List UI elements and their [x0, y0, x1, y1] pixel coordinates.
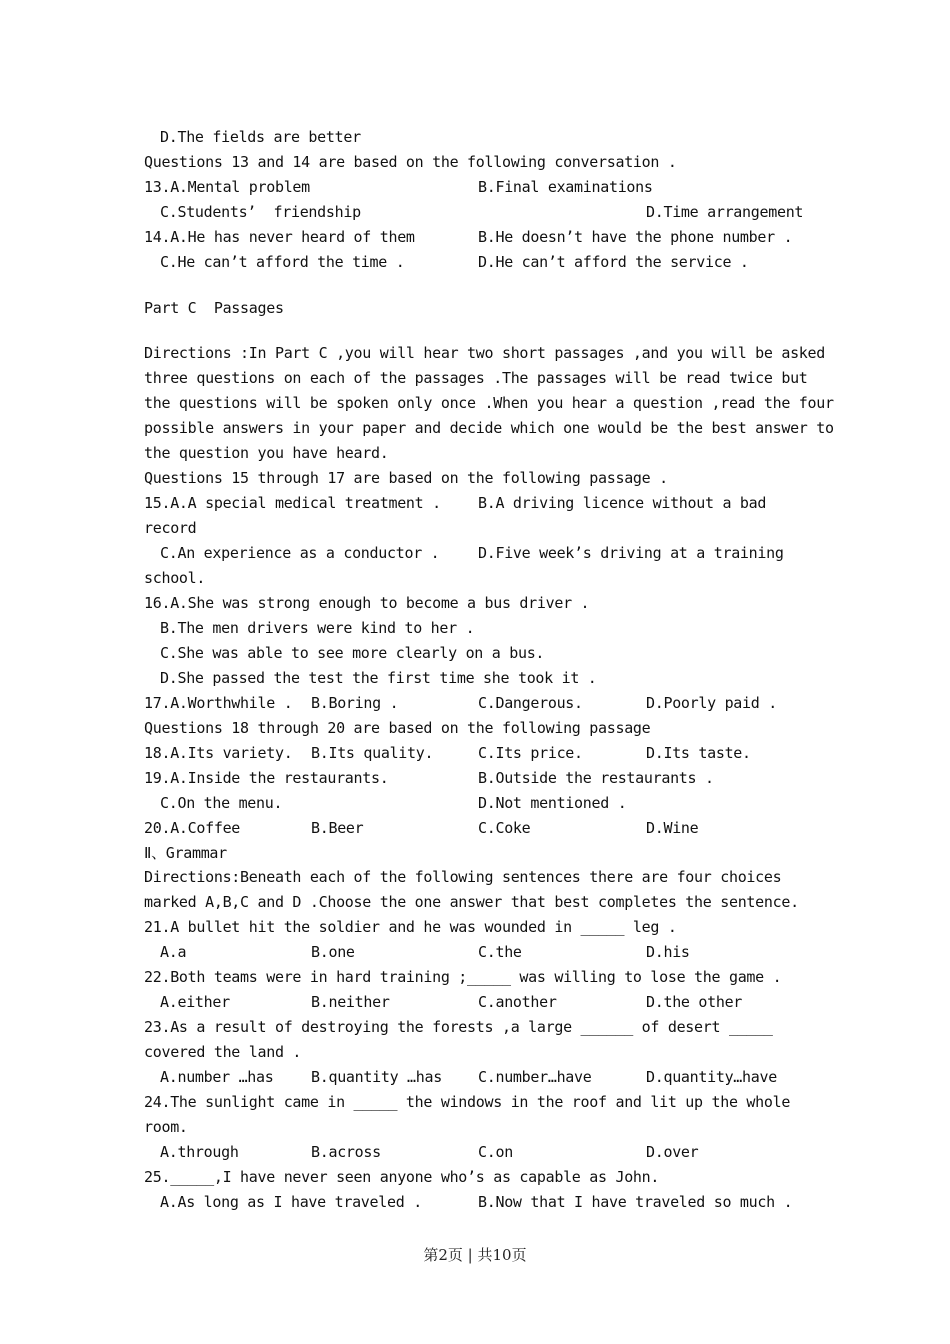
text-line-33-b: B.neither [311, 993, 390, 1011]
text-line-41-a: A.As long as I have traveled . [160, 1193, 422, 1211]
text-line-6-a: Part C Passages [144, 299, 284, 317]
text-line-30-a: 21.A bullet hit the soldier and he was wounded in _____ leg . [144, 918, 677, 936]
text-line-40-a: 25._____,I have never seen anyone who’s as capable as John. [144, 1168, 660, 1186]
text-line-31-c: C.the [478, 943, 522, 961]
text-line-24-c: B.Outside the restaurants . [478, 769, 714, 787]
text-line-25-a: C.On the menu. [160, 794, 283, 812]
text-line-34-a: 23.As a result of destroying the forests ,a large ______ of desert _____ [144, 1018, 773, 1036]
text-line-9-a: the questions will be spoken only once .When you hear a question ,read the four [144, 394, 834, 412]
text-line-31-d: D.his [646, 943, 690, 961]
text-line-21-d: D.Poorly paid . [646, 694, 777, 712]
text-line-31-a: A.a [160, 943, 187, 961]
text-line-23-b: B.Its quality. [311, 744, 434, 762]
text-line-18-a: B.The men drivers were kind to her . [160, 619, 475, 637]
text-line-0-a: D.The fields are better [160, 128, 361, 146]
text-line-41-c: B.Now that I have traveled so much . [478, 1193, 793, 1211]
text-line-36-b: B.quantity …has [311, 1068, 442, 1086]
text-line-22-a: Questions 18 through 20 are based on the following passage [144, 719, 651, 737]
text-line-29-a: marked A,B,C and D .Choose the one answer that best completes the sentence. [144, 893, 799, 911]
text-line-8-a: three questions on each of the passages .The passages will be read twice but [144, 369, 808, 387]
page-footer: 第2页 | 共10页 [423, 1246, 527, 1264]
text-line-32-a: 22.Both teams were in hard training ;_____ was willing to lose the game . [144, 968, 782, 986]
text-line-15-a: C.An experience as a conductor . [160, 544, 440, 562]
text-line-33-a: A.either [160, 993, 230, 1011]
text-line-33-d: D.the other [646, 993, 743, 1011]
text-line-39-d: D.over [646, 1143, 699, 1161]
text-line-19-a: C.She was able to see more clearly on a bus. [160, 644, 545, 662]
text-line-36-c: C.number…have [478, 1068, 592, 1086]
text-line-37-a: 24.The sunlight came in _____ the windows in the roof and lit up the whole [144, 1093, 791, 1111]
text-line-2-c: B.Final examinations [478, 178, 653, 196]
text-line-21-a: 17.A.Worthwhile . [144, 694, 293, 712]
text-line-38-a: room. [144, 1118, 188, 1136]
text-line-26-a: 20.A.Coffee [144, 819, 241, 837]
text-line-26-d: D.Wine [646, 819, 699, 837]
text-line-36-a: A.number …has [160, 1068, 274, 1086]
text-line-3-d: D.Time arrangement [646, 203, 804, 221]
text-line-23-d: D.Its taste. [646, 744, 751, 762]
text-line-21-c: C.Dangerous. [478, 694, 583, 712]
text-line-26-b: B.Beer [311, 819, 364, 837]
text-line-15-c: D.Five week’s driving at a training [478, 544, 784, 562]
text-line-14-a: record [144, 519, 197, 537]
text-line-25-c: D.Not mentioned . [478, 794, 627, 812]
text-line-27-a: Ⅱ、Grammar [144, 844, 227, 862]
text-line-3-a: C.Students’ friendship [160, 203, 361, 221]
text-line-33-c: C.another [478, 993, 557, 1011]
text-line-39-c: C.on [478, 1143, 513, 1161]
text-line-36-d: D.quantity…have [646, 1068, 777, 1086]
text-line-4-c: B.He doesn’t have the phone number . [478, 228, 793, 246]
text-line-23-c: C.Its price. [478, 744, 583, 762]
text-line-21-b: B.Boring . [311, 694, 399, 712]
text-line-31-b: B.one [311, 943, 355, 961]
text-line-16-a: school. [144, 569, 206, 587]
text-line-39-a: A.through [160, 1143, 239, 1161]
text-line-7-a: Directions :In Part C ,you will hear two short passages ,and you will be asked [144, 344, 826, 362]
text-line-20-a: D.She passed the test the first time she took it . [160, 669, 597, 687]
text-line-26-c: C.Coke [478, 819, 531, 837]
text-line-13-a: 15.A.A special medical treatment . [144, 494, 441, 512]
text-line-1-a: Questions 13 and 14 are based on the following conversation . [144, 153, 677, 171]
text-line-17-a: 16.A.She was strong enough to become a bus driver . [144, 594, 590, 612]
text-line-2-a: 13.A.Mental problem [144, 178, 310, 196]
text-line-23-a: 18.A.Its variety. [144, 744, 293, 762]
text-line-4-a: 14.A.He has never heard of them [144, 228, 415, 246]
text-line-12-a: Questions 15 through 17 are based on the following passage . [144, 469, 668, 487]
text-line-5-c: D.He can’t afford the service . [478, 253, 749, 271]
text-line-11-a: the question you have heard. [144, 444, 389, 462]
text-line-5-a: C.He can’t afford the time . [160, 253, 405, 271]
text-line-35-a: covered the land . [144, 1043, 302, 1061]
text-line-24-a: 19.A.Inside the restaurants. [144, 769, 389, 787]
text-line-39-b: B.across [311, 1143, 381, 1161]
text-line-13-c: B.A driving licence without a bad [478, 494, 767, 512]
text-line-28-a: Directions:Beneath each of the following sentences there are four choices [144, 868, 782, 886]
text-line-10-a: possible answers in your paper and decide which one would be the best answer to [144, 419, 834, 437]
